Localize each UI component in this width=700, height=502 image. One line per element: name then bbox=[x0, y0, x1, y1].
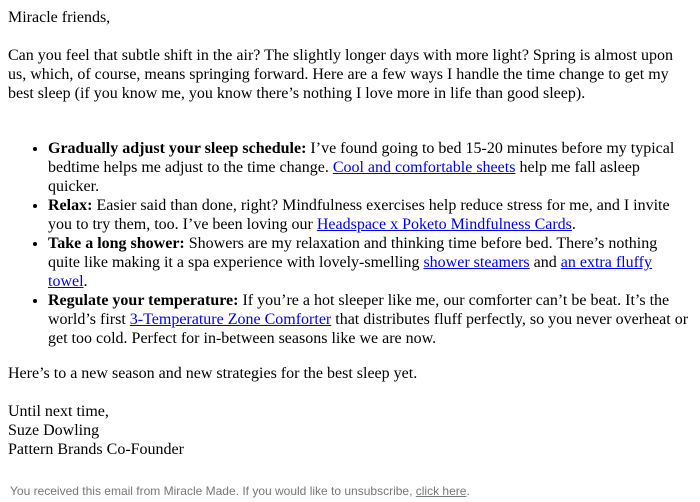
tip-text: Showers are my relaxation and thinking time before bed. There’s nothing quite like making it a spa experience with lovely-smelling bbox=[48, 235, 658, 271]
outro-paragraph: Here’s to a new season and new strategies for the best sleep yet. bbox=[8, 365, 418, 382]
fluffy-towel-link[interactable]: an extra fluffy towel bbox=[48, 254, 652, 290]
tip-title: Relax: bbox=[48, 197, 93, 214]
unsubscribe-footer bbox=[10, 484, 470, 498]
tip-text: and bbox=[529, 254, 561, 271]
closing-line: Until next time, bbox=[8, 403, 109, 420]
tip-title: Gradually adjust your sleep schedule: bbox=[48, 140, 307, 157]
sender-name: Suze Dowling bbox=[8, 422, 100, 439]
mindfulness-cards-link[interactable]: Headspace x Poketo Mindfulness Cards bbox=[316, 216, 572, 233]
sender-role: Pattern Brands Co-Founder bbox=[8, 441, 184, 458]
tip-text: that distributes fluff perfectly, so you never overheat or get too cold. Perfect for in-between seasons like we are now. bbox=[48, 311, 689, 347]
footer-end: . bbox=[466, 484, 470, 498]
list-item-relax bbox=[48, 196, 692, 234]
tip-text: help me fall asleep quicker. bbox=[48, 159, 640, 195]
tip-text: If you’re a hot sleeper like me, our comforter can’t be beat. It’s the world’s first bbox=[48, 292, 670, 328]
intro-paragraph: Can you feel that subtle shift in the air? The slightly longer days with more light? Spring is almost upon us, which, of course, means springing forward. Here are a few ways I handle the time change to get my best sleep (if you know me, you know there’s nothing I love more in life than good sleep). bbox=[8, 47, 673, 102]
tip-title: Regulate your temperature: bbox=[48, 292, 239, 309]
list-item-temperature bbox=[48, 291, 692, 348]
signature-block bbox=[8, 402, 692, 459]
comforter-link[interactable]: 3-Temperature Zone Comforter bbox=[129, 311, 332, 328]
tip-text: . bbox=[571, 216, 576, 233]
shower-steamers-link[interactable]: shower steamers bbox=[423, 254, 530, 271]
tip-text: . bbox=[83, 273, 88, 290]
tips-list bbox=[8, 139, 692, 348]
sheets-link[interactable]: Cool and comfortable sheets bbox=[332, 159, 516, 176]
tip-title: Take a long shower: bbox=[48, 235, 185, 252]
email-body bbox=[8, 0, 692, 459]
footer-text: You received this email from Miracle Made. If you would like to unsubscribe, bbox=[10, 484, 416, 498]
unsubscribe-link[interactable]: click here bbox=[415, 484, 467, 498]
list-item-sleep-schedule bbox=[48, 139, 692, 196]
greeting: Miracle friends, bbox=[8, 9, 111, 26]
tip-text: I’ve found going to bed 15-20 minutes before my typical bedtime helps me adjust to the time change. bbox=[48, 140, 675, 176]
tip-text: Easier said than done, right? Mindfulness exercises help reduce stress for me, and I invite you to try them, too. I’ve been loving our bbox=[48, 197, 670, 233]
list-item-shower bbox=[48, 234, 692, 291]
